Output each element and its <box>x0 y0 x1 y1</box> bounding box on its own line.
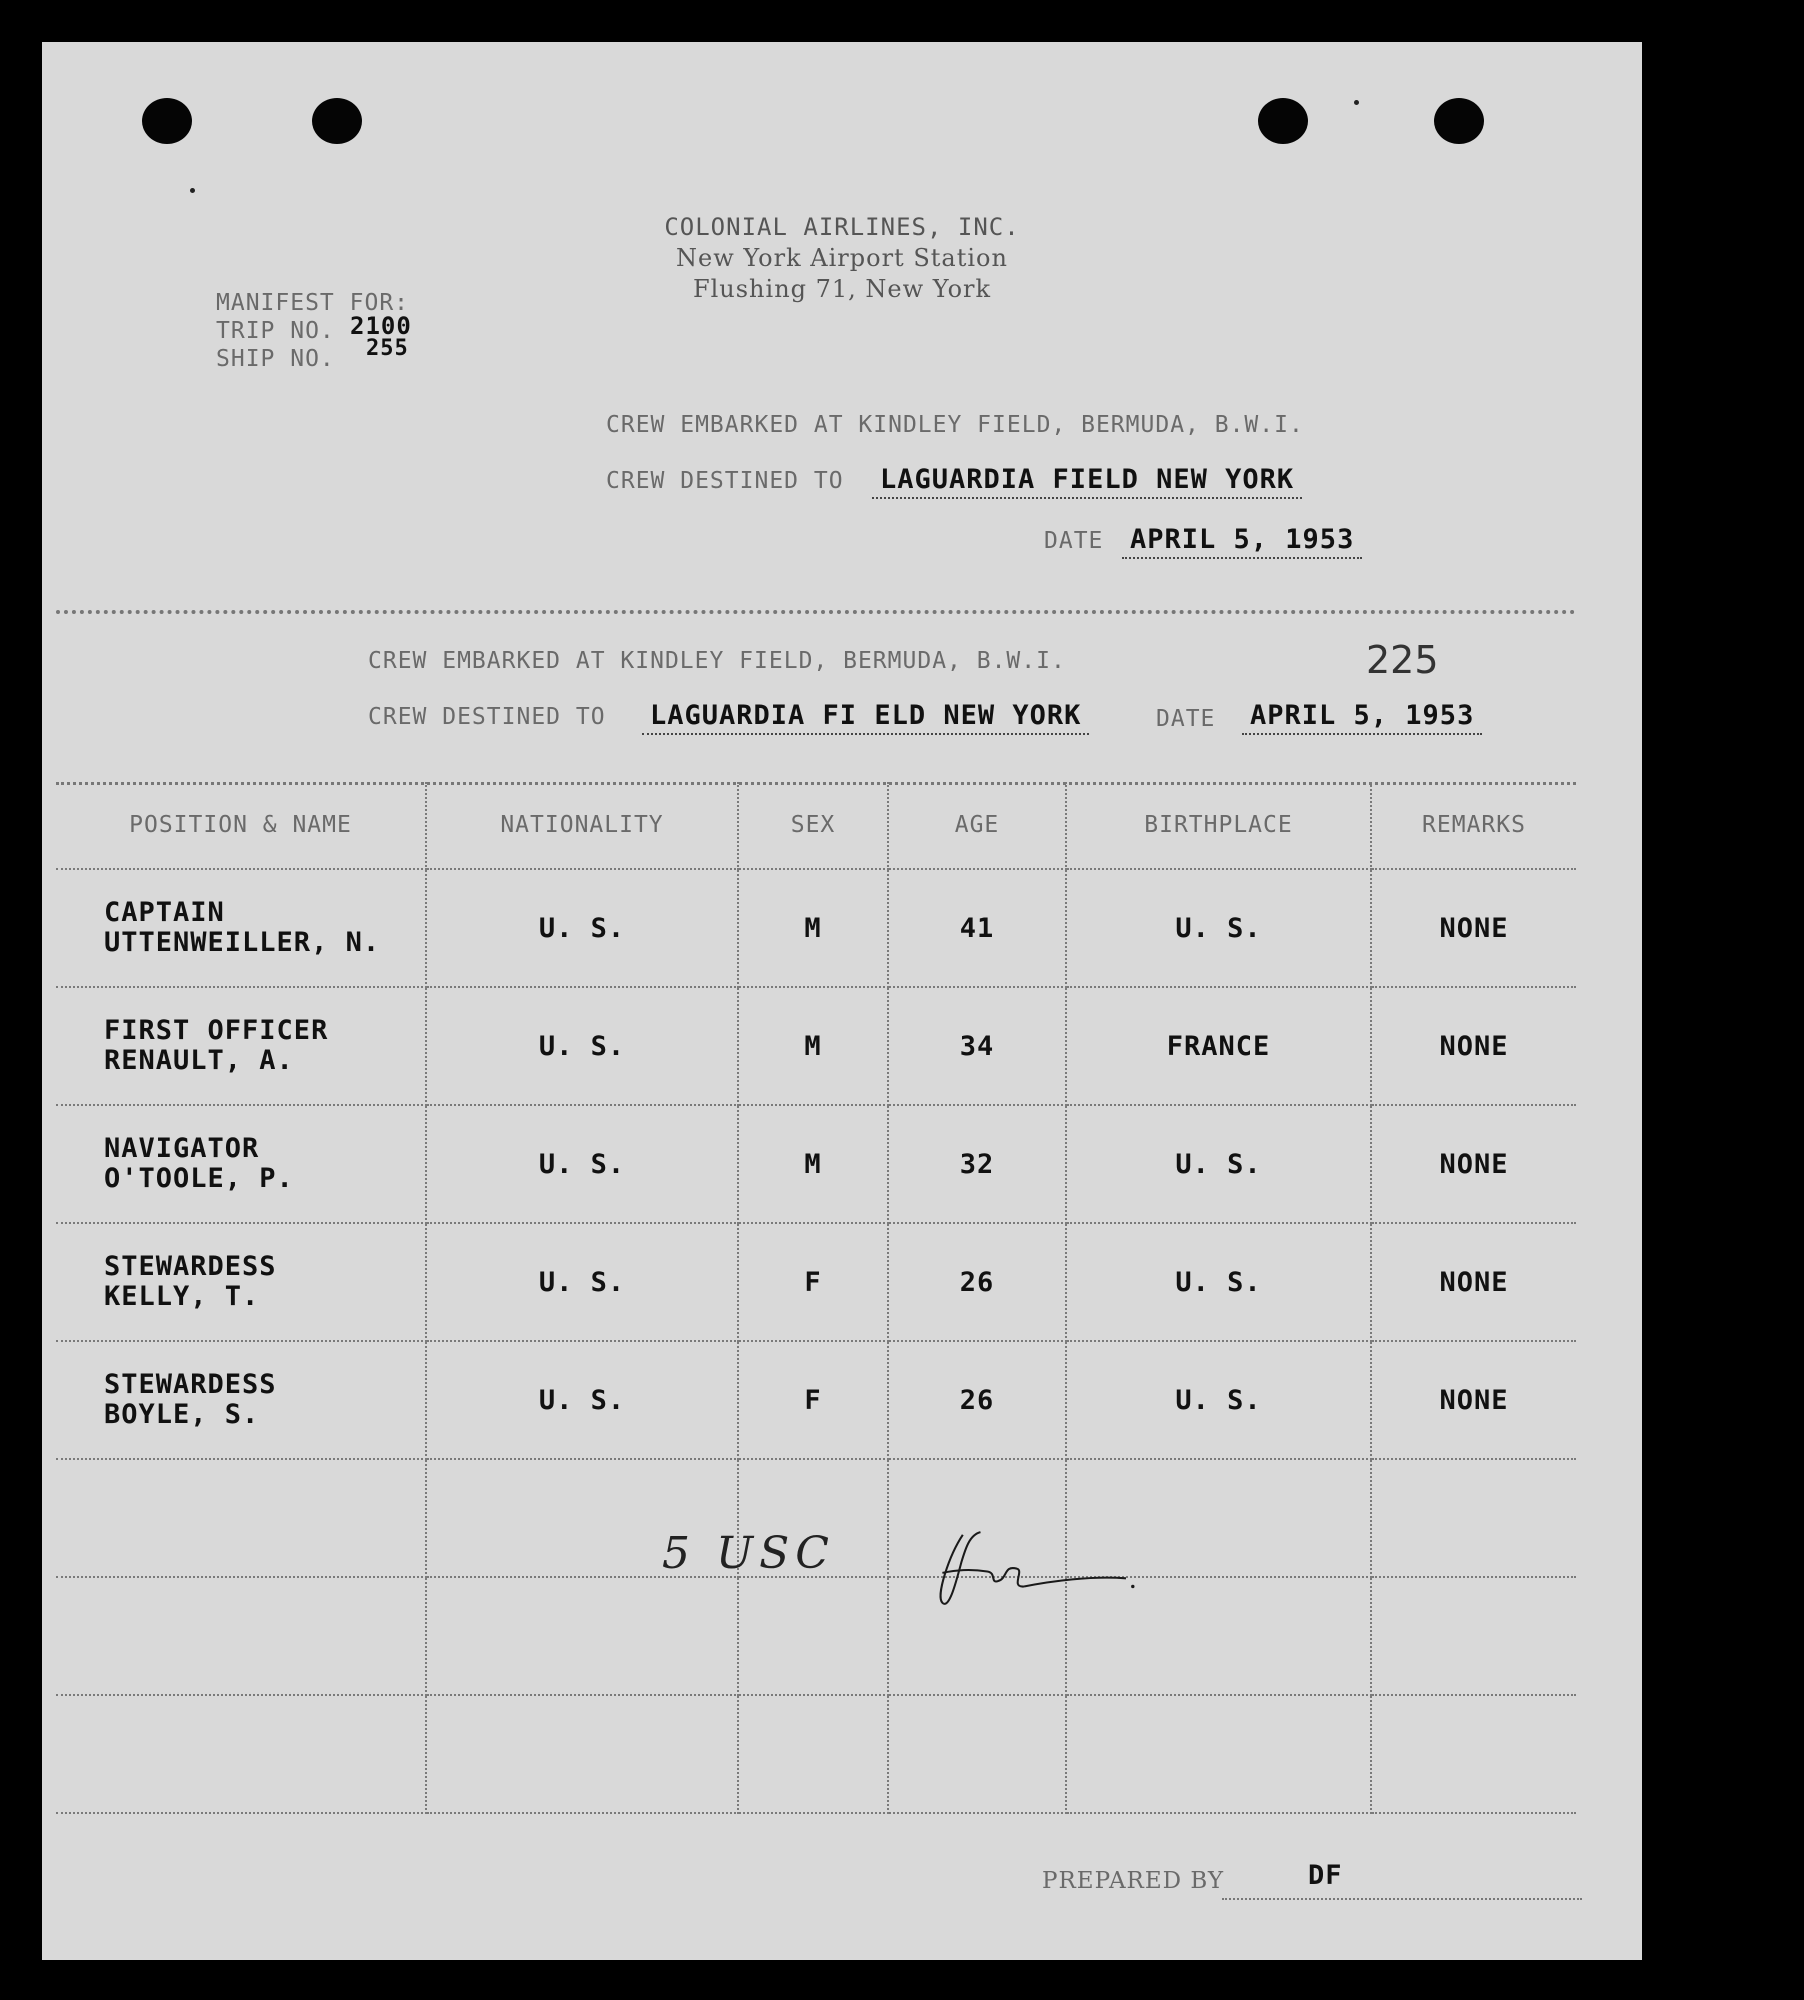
embarked-label-mid: CREW EMBARKED AT KINDLEY FIELD, BERMUDA, B.W.I. <box>368 648 1066 674</box>
remarks-cell: NONE <box>1371 987 1576 1105</box>
crew-name: BOYLE, S. <box>104 1399 260 1430</box>
empty-cell <box>1371 1459 1576 1577</box>
birthplace-cell: U. S. <box>1066 1341 1371 1459</box>
position-name-cell <box>56 1105 426 1223</box>
remarks-cell: NONE <box>1371 1341 1576 1459</box>
crew-name: KELLY, T. <box>104 1281 260 1312</box>
sex-cell: F <box>738 1341 888 1459</box>
handwritten-signature <box>922 1482 1262 1642</box>
ship-no-value: 255 <box>366 336 409 361</box>
crew-position: STEWARDESS <box>104 1251 277 1282</box>
position-name-cell <box>56 869 426 987</box>
col-header-birthplace: BIRTHPLACE <box>1066 782 1371 869</box>
empty-cell <box>56 1577 426 1695</box>
destined-value-top: LAGUARDIA FIELD NEW YORK <box>872 464 1302 499</box>
empty-cell <box>56 1459 426 1577</box>
date-value-mid: APRIL 5, 1953 <box>1242 700 1482 735</box>
separator-line <box>56 610 1576 614</box>
birthplace-cell: U. S. <box>1066 869 1371 987</box>
date-label-top: DATE <box>1044 528 1104 554</box>
manifest-for-label: MANIFEST FOR: <box>216 290 410 316</box>
table-row-empty <box>56 1695 1576 1813</box>
table-row <box>56 869 1576 987</box>
empty-cell <box>1371 1695 1576 1813</box>
crew-position: STEWARDESS <box>104 1369 277 1400</box>
prepared-by-label: PREPARED BY <box>1042 1868 1225 1894</box>
birthplace-cell: U. S. <box>1066 1223 1371 1341</box>
station-city: Flushing 71, New York <box>692 275 992 303</box>
sex-cell: F <box>738 1223 888 1341</box>
nationality-cell: U. S. <box>426 1105 738 1223</box>
col-header-position: POSITION & NAME <box>56 782 426 869</box>
company-name: COLONIAL AIRLINES, INC. <box>664 213 1020 241</box>
empty-cell <box>426 1695 738 1813</box>
trip-no-value: 2100 <box>350 312 412 340</box>
birthplace-cell: FRANCE <box>1066 987 1371 1105</box>
table-row <box>56 987 1576 1105</box>
nationality-cell: U. S. <box>426 869 738 987</box>
destined-label-mid: CREW DESTINED TO <box>368 704 606 730</box>
destined-value-mid: LAGUARDIA FI ELD NEW YORK <box>642 700 1089 735</box>
crew-position: FIRST OFFICER <box>104 1015 329 1046</box>
table-row <box>56 1105 1576 1223</box>
paper-speck <box>190 188 195 193</box>
destined-label-top: CREW DESTINED TO <box>606 468 844 494</box>
position-name-cell <box>56 1341 426 1459</box>
empty-cell <box>888 1695 1066 1813</box>
empty-cell <box>738 1695 888 1813</box>
prepared-by-value: DF <box>1308 1860 1343 1891</box>
empty-cell <box>1066 1695 1371 1813</box>
manifest-page <box>42 42 1642 1960</box>
embarked-label-top: CREW EMBARKED AT KINDLEY FIELD, BERMUDA, B.W.I. <box>606 412 1304 438</box>
remarks-cell: NONE <box>1371 1223 1576 1341</box>
crew-position: CAPTAIN <box>104 897 225 928</box>
station-name: New York Airport Station <box>676 244 1008 272</box>
sex-cell: M <box>738 869 888 987</box>
crew-name: O'TOOLE, P. <box>104 1163 294 1194</box>
handwritten-annotation: 5 USC <box>662 1528 835 1579</box>
age-cell: 41 <box>888 869 1066 987</box>
paper-speck <box>1354 100 1359 105</box>
empty-cell <box>56 1695 426 1813</box>
nationality-cell: U. S. <box>426 987 738 1105</box>
table-row <box>56 1341 1576 1459</box>
nationality-cell: U. S. <box>426 1341 738 1459</box>
date-value-top: APRIL 5, 1953 <box>1122 524 1362 559</box>
age-cell: 26 <box>888 1341 1066 1459</box>
table-row <box>56 1223 1576 1341</box>
crew-name: RENAULT, A. <box>104 1045 294 1076</box>
age-cell: 32 <box>888 1105 1066 1223</box>
remarks-cell: NONE <box>1371 869 1576 987</box>
age-cell: 26 <box>888 1223 1066 1341</box>
crew-table <box>56 782 1576 1814</box>
table-row-empty <box>56 1577 1576 1695</box>
col-header-nationality: NATIONALITY <box>426 782 738 869</box>
crew-position: NAVIGATOR <box>104 1133 260 1164</box>
sex-cell: M <box>738 1105 888 1223</box>
date-label-mid: DATE <box>1156 706 1216 732</box>
handwritten-number: 225 <box>1366 638 1439 682</box>
punch-hole-4 <box>1434 98 1484 144</box>
punch-hole-2 <box>312 98 362 144</box>
ship-no-label: SHIP NO. <box>216 346 335 372</box>
col-header-sex: SEX <box>738 782 888 869</box>
nationality-cell: U. S. <box>426 1223 738 1341</box>
table-header-row <box>56 782 1576 869</box>
position-name-cell <box>56 987 426 1105</box>
age-cell: 34 <box>888 987 1066 1105</box>
punch-hole-1 <box>142 98 192 144</box>
position-name-cell <box>56 1223 426 1341</box>
birthplace-cell: U. S. <box>1066 1105 1371 1223</box>
empty-cell <box>426 1577 738 1695</box>
prepared-by-line <box>1222 1898 1582 1900</box>
empty-cell <box>1371 1577 1576 1695</box>
empty-cell <box>738 1577 888 1695</box>
crew-name: UTTENWEILLER, N. <box>104 927 381 958</box>
punch-hole-3 <box>1258 98 1308 144</box>
sex-cell: M <box>738 987 888 1105</box>
col-header-remarks: REMARKS <box>1371 782 1576 869</box>
col-header-age: AGE <box>888 782 1066 869</box>
trip-no-label: TRIP NO. <box>216 318 335 344</box>
remarks-cell: NONE <box>1371 1105 1576 1223</box>
